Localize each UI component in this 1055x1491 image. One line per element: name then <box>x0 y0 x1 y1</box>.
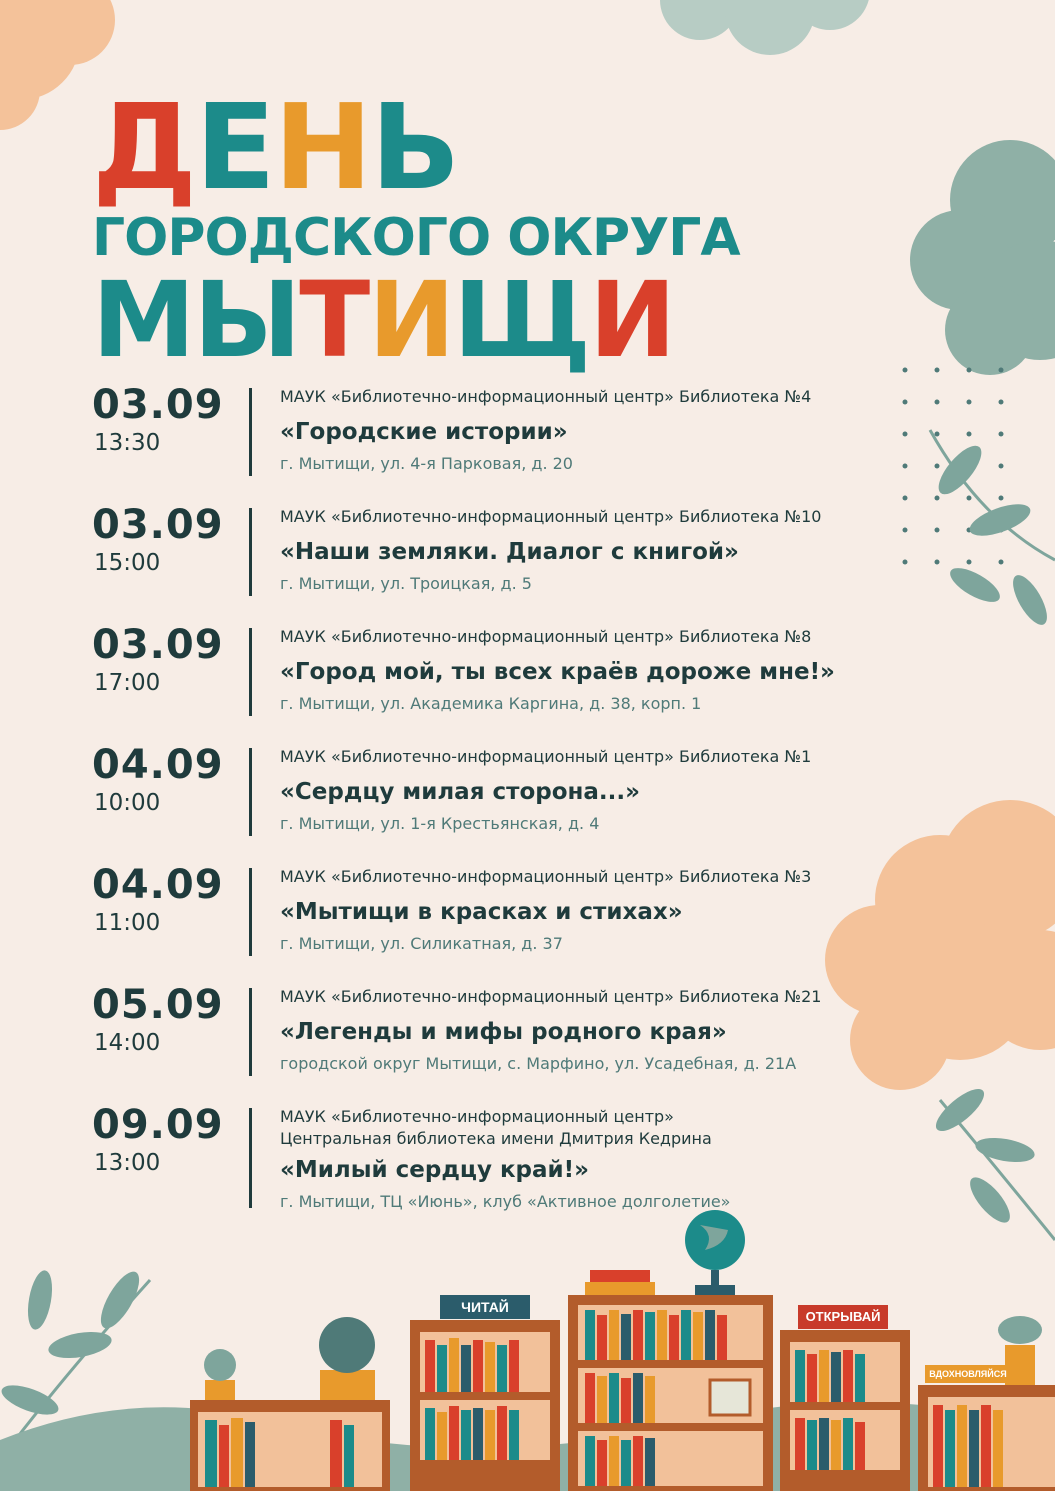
event-item <box>92 620 852 740</box>
bookshelf-center-left <box>410 1320 560 1491</box>
event-name: «Городские истории» <box>280 419 568 445</box>
title-letter: Н <box>273 78 371 216</box>
bookshelf-right <box>918 1316 1055 1491</box>
event-name: «Сердцу милая сторона...» <box>280 779 640 805</box>
event-item <box>92 980 852 1100</box>
event-divider <box>249 628 252 716</box>
event-time: 13:30 <box>94 430 161 456</box>
title-letter: И <box>368 259 454 381</box>
event-date: 05.09 <box>92 982 224 1028</box>
event-address: г. Мытищи, ТЦ «Июнь», клуб «Активное долголетие» <box>280 1192 731 1211</box>
event-address: г. Мытищи, ул. Академика Каргина, д. 38, корп. 1 <box>280 694 702 713</box>
bookshelf-center-right <box>780 1330 910 1491</box>
event-name: «Милый сердцу край!» <box>280 1157 590 1183</box>
event-info <box>280 866 860 954</box>
event-time: 11:00 <box>94 910 161 936</box>
event-address: г. Мытищи, ул. 1-я Крестьянская, д. 4 <box>280 814 600 833</box>
title-day <box>92 78 832 216</box>
title-letter: Ы <box>193 259 300 381</box>
event-item <box>92 740 852 860</box>
event-address: г. Мытищи, ул. Троицкая, д. 5 <box>280 574 532 593</box>
event-time: 17:00 <box>94 670 161 696</box>
event-item <box>92 1100 852 1230</box>
event-date: 04.09 <box>92 742 224 788</box>
event-time: 14:00 <box>94 1030 161 1056</box>
event-item <box>92 860 852 980</box>
event-name: «Легенды и мифы родного края» <box>280 1019 727 1045</box>
event-item <box>92 500 852 620</box>
event-divider <box>249 1108 252 1208</box>
title-letter: Ь <box>370 78 459 216</box>
event-time: 10:00 <box>94 790 161 816</box>
event-divider <box>249 748 252 836</box>
event-date: 04.09 <box>92 862 224 908</box>
event-date: 09.09 <box>92 1102 224 1148</box>
title-letter: М <box>92 259 194 381</box>
bookshelf-left <box>190 1317 390 1491</box>
event-info <box>280 986 860 1074</box>
event-date: 03.09 <box>92 382 224 428</box>
event-date: 03.09 <box>92 622 224 668</box>
event-address: г. Мытищи, ул. 4-я Парковая, д. 20 <box>280 454 573 473</box>
event-name: «Мытищи в красках и стихах» <box>280 899 683 925</box>
event-time: 13:00 <box>94 1150 161 1176</box>
title-letter: Т <box>299 259 369 381</box>
event-info <box>280 386 860 474</box>
title-letter: И <box>589 259 675 381</box>
sign-discover: ОТКРЫВАЙ <box>798 1305 888 1329</box>
poster-title <box>92 78 832 381</box>
event-name: «Наши земляки. Диалог с книгой» <box>280 539 739 565</box>
event-organizer: МАУК «Библиотечно-информационный центр» <box>280 1107 674 1126</box>
branch-right <box>930 430 1055 630</box>
event-organizer: МАУК «Библиотечно-информационный центр» Библиотека №3 <box>280 867 812 886</box>
branch-lower-right <box>930 1082 1055 1240</box>
cloud-top-right <box>660 0 870 55</box>
cloud-right <box>910 140 1055 375</box>
title-city-district <box>92 208 832 268</box>
title-letter: Д <box>92 78 196 216</box>
event-time: 15:00 <box>94 550 161 576</box>
event-organizer: МАУК «Библиотечно-информационный центр» Библиотека №21 <box>280 987 822 1006</box>
event-address: городской округ Мытищи, с. Марфино, ул. Усадебная, д. 21А <box>280 1054 797 1073</box>
event-address: г. Мытищи, ул. Силикатная, д. 37 <box>280 934 563 953</box>
title-mytishchi <box>92 259 832 381</box>
bookshelf-center <box>568 1210 773 1491</box>
event-divider <box>249 508 252 596</box>
event-divider <box>249 988 252 1076</box>
event-name: «Город мой, ты всех краёв дороже мне!» <box>280 659 835 685</box>
event-schedule <box>92 380 852 1230</box>
event-date: 03.09 <box>92 502 224 548</box>
event-organizer: МАУК «Библиотечно-информационный центр» Библиотека №8 <box>280 627 812 646</box>
event-divider <box>249 388 252 476</box>
event-organizer-library: Центральная библиотека имени Дмитрия Кедрина <box>280 1129 712 1148</box>
title-line-2: ГОРОДСКОГО ОКРУГА <box>92 208 740 268</box>
title-letter: Е <box>195 78 274 216</box>
title-letter: Щ <box>453 259 590 381</box>
event-info <box>280 506 860 594</box>
event-info <box>280 1106 860 1212</box>
event-divider <box>249 868 252 956</box>
event-info <box>280 746 860 834</box>
event-organizer: МАУК «Библиотечно-информационный центр» Библиотека №1 <box>280 747 812 766</box>
event-organizer: МАУК «Библиотечно-информационный центр» Библиотека №10 <box>280 507 822 526</box>
sign-inspire: ВДОХНОВЛЯЙСЯ <box>925 1365 1011 1383</box>
sign-read: ЧИТАЙ <box>440 1295 530 1319</box>
event-organizer: МАУК «Библиотечно-информационный центр» Библиотека №4 <box>280 387 812 406</box>
event-item <box>92 380 852 500</box>
event-info <box>280 626 860 714</box>
